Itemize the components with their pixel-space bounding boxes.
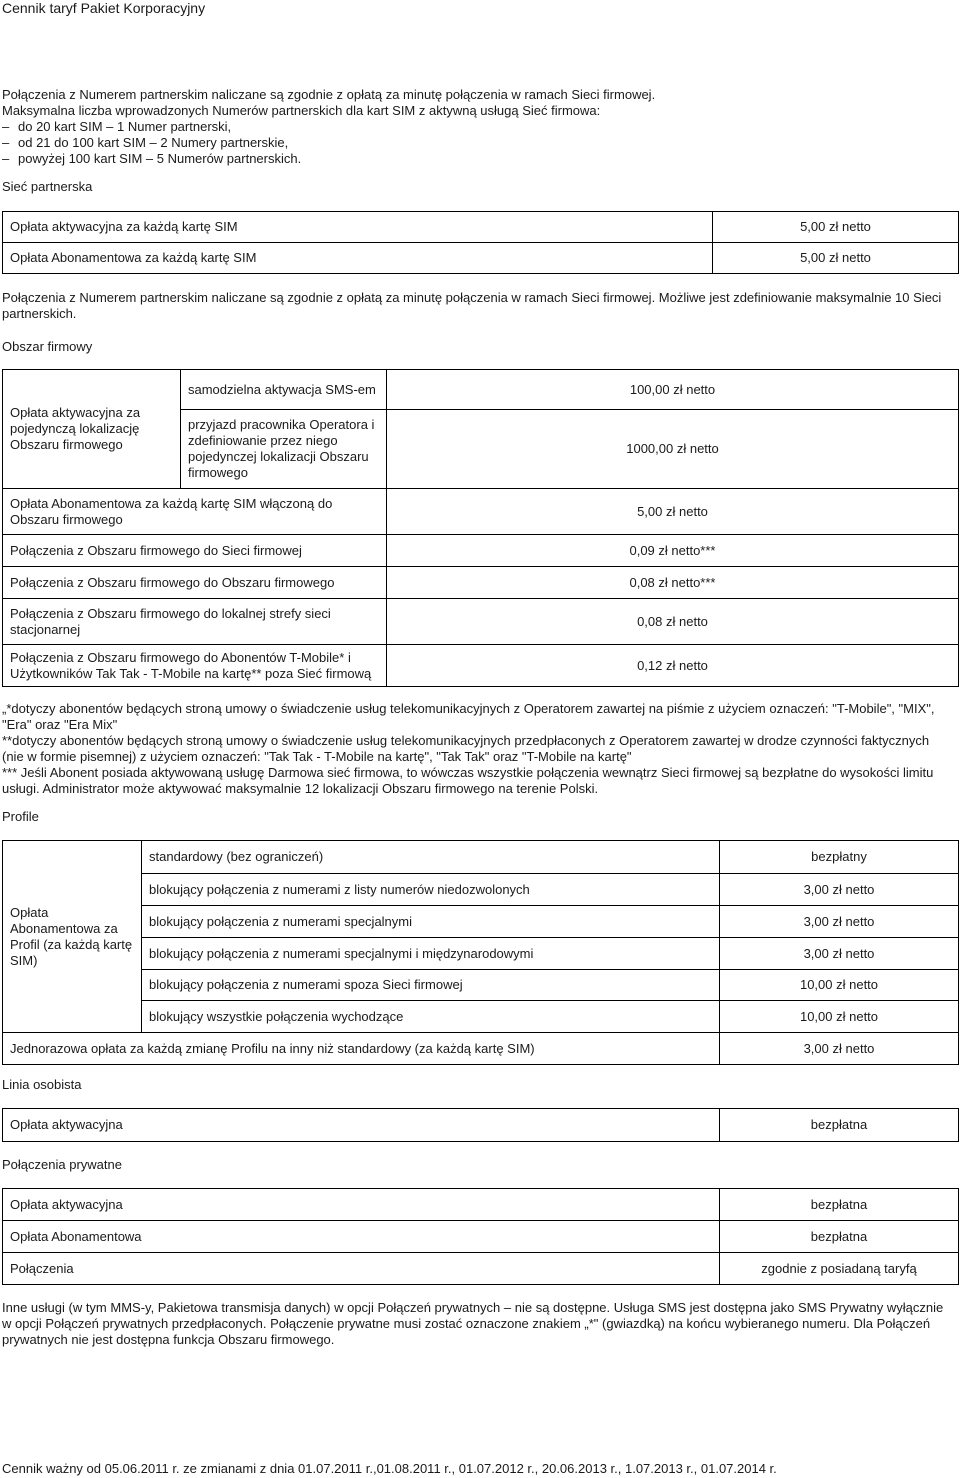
row-value: bezpłatna — [720, 1189, 959, 1221]
row-label: blokujący połączenia z numerami spoza Sieci firmowej — [142, 970, 720, 1001]
section-heading-profile: Profile — [2, 809, 39, 824]
page-title: Cennik taryf Pakiet Korporacyjny — [2, 0, 206, 16]
row-value: 0,08 zł netto — [387, 599, 959, 645]
row-value: 5,00 zł netto — [713, 243, 959, 274]
option-value: 1000,00 zł netto — [387, 410, 959, 489]
row-value: 3,00 zł netto — [720, 938, 959, 970]
private-calls-note: Inne usługi (w tym MMS-y, Pakietowa transmisja danych) w opcji Połączeń prywatnych – nie są dostępne. Usługa SMS jest dostępna jako SMS Prywatny wyłącznie w opcji Połączeń prywatnych przedpłaconych. Połączenie prywatne musi zostać oznaczone znakiem „*" (gwiazdką) na końcu wybieranego numeru. Dla Połączeń prywatnych nie jest dostępna funkcja Obszaru firmowego. — [2, 1300, 944, 1347]
table-row — [3, 1253, 959, 1285]
row-label: Połączenia z Obszaru firmowego do lokalnej strefy sieci stacjonarnej — [3, 599, 387, 645]
table-row — [3, 970, 959, 1001]
table-row — [3, 599, 959, 645]
table-row — [3, 1033, 959, 1065]
row-label: Połączenia z Obszaru firmowego do Obszaru firmowego — [3, 567, 387, 599]
table-row — [3, 938, 959, 970]
section-heading-linia: Linia osobista — [2, 1077, 82, 1092]
table-row — [3, 370, 959, 410]
table-row — [3, 906, 959, 938]
table-row — [3, 567, 959, 599]
section-heading-siec-partnerska: Sieć partnerska — [2, 179, 93, 194]
partner-network-table — [2, 211, 959, 274]
table-row — [3, 212, 959, 243]
section-heading-obszar: Obszar firmowy — [2, 339, 93, 354]
table-row — [3, 841, 959, 874]
row-label: standardowy (bez ograniczeń) — [142, 841, 720, 874]
row-label: blokujący połączenia z numerami specjalnymi — [142, 906, 720, 938]
row-value: 3,00 zł netto — [720, 906, 959, 938]
row-label: Opłata Abonamentowa za każdą kartę SIM — [3, 243, 713, 274]
table-row — [3, 1001, 959, 1033]
row-value: 5,00 zł netto — [387, 489, 959, 535]
row-value: 10,00 zł netto — [720, 970, 959, 1001]
footnote-3: *** Jeśli Abonent posiada aktywowaną usługę Darmowa sieć firmowa, to wówczas wszystkie połączenia wewnątrz Sieci firmowej są bezpłatne do wysokości limitu usługi. Administrator może aktywować maksymalnie 12 lokalizacji Obszaru firmowego na terenie Polski. — [2, 765, 934, 796]
table-row — [3, 535, 959, 567]
private-calls-table — [2, 1188, 959, 1285]
row-label: Połączenia z Obszaru firmowego do Sieci firmowej — [3, 535, 387, 567]
row-label: Opłata aktywacyjna — [3, 1189, 720, 1221]
personal-line-table — [2, 1108, 959, 1142]
intro-block — [2, 87, 947, 167]
row-value: 0,12 zł netto — [387, 645, 959, 687]
row-label: Jednorazowa opłata za każdą zmianę Profilu na inny niż standardowy (za każdą kartę SIM) — [3, 1033, 720, 1065]
table-row — [3, 489, 959, 535]
activation-label: Opłata aktywacyjna za pojedynczą lokalizację Obszaru firmowego — [3, 370, 181, 489]
row-value: bezpłatna — [720, 1109, 959, 1142]
row-value: 5,00 zł netto — [713, 212, 959, 243]
list-item: – do 20 kart SIM – 1 Numer partnerski, — [2, 119, 947, 135]
option-label: samodzielna aktywacja SMS-em — [181, 370, 387, 410]
validity-footer: Cennik ważny od 05.06.2011 r. ze zmianami z dnia 01.07.2011 r.,01.08.2011 r., 01.07.2012 r., 20.06.2013 r., 1.07.2013 r., 01.07.2014 r. — [2, 1461, 777, 1476]
row-value: 3,00 zł netto — [720, 874, 959, 906]
table-row — [3, 1221, 959, 1253]
table-row — [3, 645, 959, 687]
footnote-2: **dotyczy abonentów będących stroną umowy o świadczenie usług telekomunikacyjnych przedpłaconych z Operatorem zawartej w drodze czynności faktycznych (nie w formie pisemnej) z użyciem oznaczeń: "Tak Tak - T-Mobile na kartę", "Tak Tak" oraz "T-Mobile na kartę" — [2, 733, 930, 764]
row-label: Połączenia z Obszaru firmowego do Abonentów T-Mobile* i Użytkowników Tak Tak - T-Mobile na kartę** poza Sieć firmową — [3, 645, 387, 687]
row-label: blokujący połączenia z numerami specjalnymi i międzynarodowymi — [142, 938, 720, 970]
table-row — [3, 1189, 959, 1221]
footnote-1: „*dotyczy abonentów będących stroną umowy o świadczenie usług telekomunikacyjnych z Operatorem zawartej na piśmie z użyciem oznaczeń: "T-Mobile", "MIX", "Era" oraz "Era Mix" — [2, 701, 935, 732]
intro-line-1: Połączenia z Numerem partnerskim naliczane są zgodnie z opłatą za minutę połączenia w ramach Sieci firmowej. — [2, 87, 656, 102]
row-label: Opłata aktywacyjna za każdą kartę SIM — [3, 212, 713, 243]
row-value: 0,09 zł netto*** — [387, 535, 959, 567]
list-item: – powyżej 100 kart SIM – 5 Numerów partnerskich. — [2, 151, 947, 167]
row-value: bezpłatny — [720, 841, 959, 874]
business-area-table — [2, 369, 959, 687]
row-label: Połączenia — [3, 1253, 720, 1285]
list-item: – od 21 do 100 kart SIM – 2 Numery partnerskie, — [2, 135, 947, 151]
row-label: blokujący połączenia z numerami z listy numerów niedozwolonych — [142, 874, 720, 906]
option-value: 100,00 zł netto — [387, 370, 959, 410]
row-value: bezpłatna — [720, 1221, 959, 1253]
row-label: Opłata Abonamentowa — [3, 1221, 720, 1253]
intro-line-2: Maksymalna liczba wprowadzonych Numerów partnerskich dla kart SIM z aktywną usługą Sieć firmowa: — [2, 103, 601, 118]
row-label: Opłata Abonamentowa za każdą kartę SIM włączoną do Obszaru firmowego — [3, 489, 387, 535]
row-label: Opłata aktywacyjna — [3, 1109, 720, 1142]
row-label: blokujący wszystkie połączenia wychodzące — [142, 1001, 720, 1033]
option-label: przyjazd pracownika Operatora i zdefiniowanie przez niego pojedynczej lokalizacji Obszaru firmowego — [181, 410, 387, 489]
section-heading-prywatne: Połączenia prywatne — [2, 1157, 122, 1172]
row-value: 3,00 zł netto — [720, 1033, 959, 1065]
footnotes — [2, 701, 947, 797]
partner-limit-list — [2, 119, 947, 167]
row-value: zgodnie z posiadaną taryfą — [720, 1253, 959, 1285]
table-row — [3, 1109, 959, 1142]
profile-table — [2, 840, 959, 1065]
row-value: 10,00 zł netto — [720, 1001, 959, 1033]
partner-network-note: Połączenia z Numerem partnerskim naliczane są zgodnie z opłatą za minutę połączenia w ramach Sieci firmowej. Możliwe jest zdefiniowanie maksymalnie 10 Sieci partnerskich. — [2, 290, 942, 321]
profile-group-label: Opłata Abonamentowa za Profil (za każdą kartę SIM) — [3, 841, 142, 1033]
table-row — [3, 874, 959, 906]
table-row — [3, 243, 959, 274]
row-value: 0,08 zł netto*** — [387, 567, 959, 599]
